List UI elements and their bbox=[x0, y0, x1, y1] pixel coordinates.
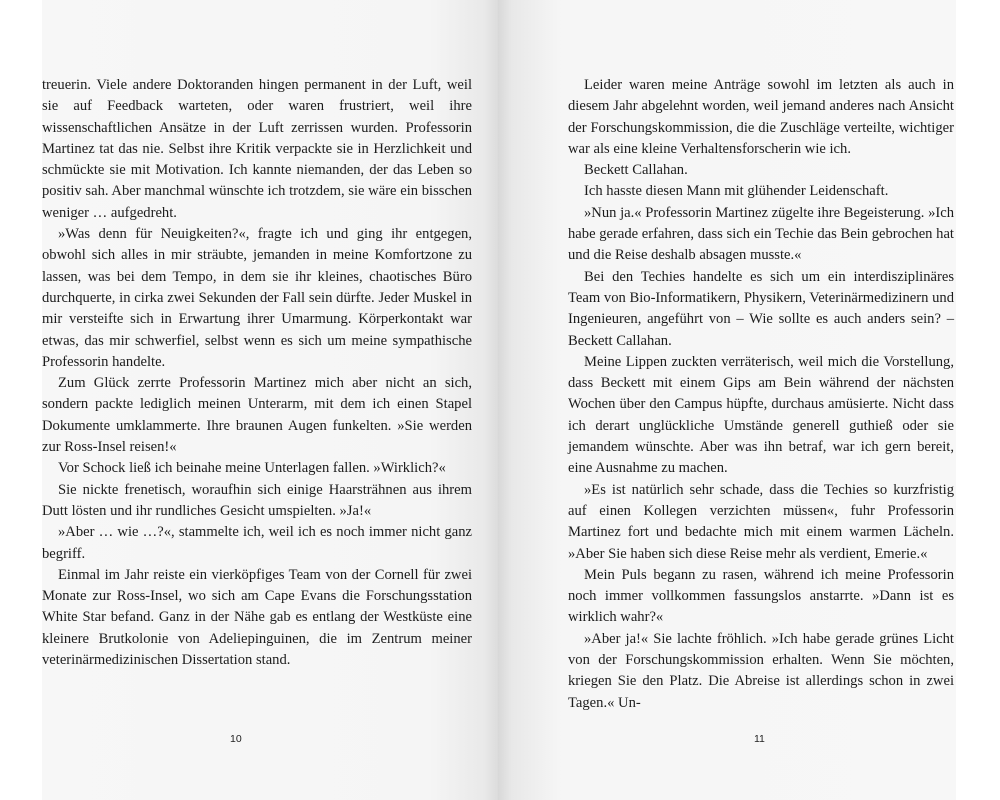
paragraph: »Nun ja.« Professorin Martinez zügelte ihre Begeisterung. »Ich habe gerade erfahren, dass sich ein Techie das Bein gebrochen hat und die Reise deshalb absagen musste.« bbox=[568, 204, 955, 264]
paragraph: »Aber ja!« Sie lachte fröhlich. »Ich habe gerade grünes Licht von der Forschungskommission erhalten. Wenn Sie möchten, kriegen Sie den Platz. Die Abreise ist allerdings schon in zwei Tagen.« Un- bbox=[568, 630, 954, 711]
paragraph: Leider waren meine Anträge sowohl im letzten als auch in diesem Jahr abgelehnt worden, weil jemand anderes nach Ansicht der Forschungskommission, die die Zuschläge verteilte, wichtiger war als eine kleine Verhaltensforscherin wie ich. bbox=[568, 77, 954, 157]
paragraph: »Es ist natürlich sehr schade, dass die Techies so kurzfristig auf einen Kollegen verzichten müssen«, fuhr Professorin Martinez fort und bedachte mich mit einem warmen Lächeln. »Aber Sie haben sich diese Reise mehr als verdient, Emerie.« bbox=[568, 481, 954, 562]
paragraph: Beckett Callahan. bbox=[584, 162, 688, 179]
right-page bbox=[498, 0, 956, 800]
left-page-body bbox=[42, 75, 472, 671]
page-number: 11 bbox=[754, 733, 765, 745]
paragraph: Einmal im Jahr reiste ein vierköpfiges Team von der Cornell für zwei Monate zur Ross-Insel, wo sich am Cape Evans die Forschungsstation White Star befand. Ganz in der Nähe gab es entlang der Westküste eine kleinere Brutkolonie von Adeliepinguinen, die im Zentrum meiner veterinärmedizinischen Dissertation stand. bbox=[42, 566, 472, 669]
paragraph: Sie nickte frenetisch, woraufhin sich einige Haarsträhnen aus ihrem Dutt lösten und ihr rundliches Gesicht umspielten. »Ja!« bbox=[42, 481, 472, 519]
right-page-body bbox=[568, 75, 954, 714]
paragraph: Bei den Techies handelte es sich um ein interdisziplinäres Team von Bio-Informatikern, Physikern, Veterinärmedizinern und Ingenieuren, angeführt von – Wie sollte es auch anders sein? – Beckett Callahan. bbox=[568, 268, 954, 349]
paragraph: Zum Glück zerrte Professorin Martinez mich aber nicht an sich, sondern packte lediglich meinen Unterarm, mit dem ich einen Stapel Dokumente umklammerte. Ihre braunen Augen funkelten. »Sie werden zur Ross-Insel reisen!« bbox=[42, 375, 472, 456]
left-page bbox=[42, 0, 498, 800]
page-number: 10 bbox=[230, 733, 242, 745]
paragraph: Vor Schock ließ ich beinahe meine Unterlagen fallen. »Wirklich?« bbox=[58, 460, 446, 477]
paragraph: »Was denn für Neuigkeiten?«, fragte ich und ging ihr entgegen, obwohl sich alles in mir sträubte, jemanden in meine Komfortzone zu lassen, was bei dem Tempo, in dem sie ihr kleines, chaotisches Büro durchquerte, in cirka zwei Sekunden der Fall sein dürfte. Jeder Muskel in mir versteifte sich in Erwartung ihrer Umarmung. Körperkontakt war etwas, das mir schwerfiel, selbst wenn es sich um meine sympathische Professorin handelte. bbox=[42, 226, 472, 370]
paragraph: Mein Puls begann zu rasen, während ich meine Professorin noch immer vollkommen fassungslos anstarrte. »Dann ist es wirklich wahr?« bbox=[568, 566, 954, 626]
paragraph: treuerin. Viele andere Doktoranden hingen permanent in der Luft, weil sie auf Feedback warteten, oder waren frustriert, weil ihre wissenschaftlichen Ansätze in der Luft zerrissen wurden. Professorin Martinez tat das nie. Selbst ihre Kritik verpackte sie in Herzlichkeit und schmückte sie mit Motivation. Ich kannte niemanden, der das Leben so positiv sah. Aber manchmal wünschte ich trotzdem, sie wäre ein bisschen weniger … aufgedreht. bbox=[42, 77, 472, 221]
paragraph: Meine Lippen zuckten verräterisch, weil mich die Vorstellung, dass Beckett mit einem Gips am Bein während der nächsten Wochen über den Campus hüpfte, durchaus amüsierte. Nicht dass ich derart unglückliche Umstände generell guthieß oder sie jemandem wünschte. Aber was ihn betraf, war ich gern bereit, eine Ausnahme zu machen. bbox=[568, 353, 954, 477]
paragraph: »Aber … wie …?«, stammelte ich, weil ich es noch immer nicht ganz begriff. bbox=[42, 524, 472, 562]
paragraph: Ich hasste diesen Mann mit glühender Leidenschaft. bbox=[584, 183, 889, 200]
